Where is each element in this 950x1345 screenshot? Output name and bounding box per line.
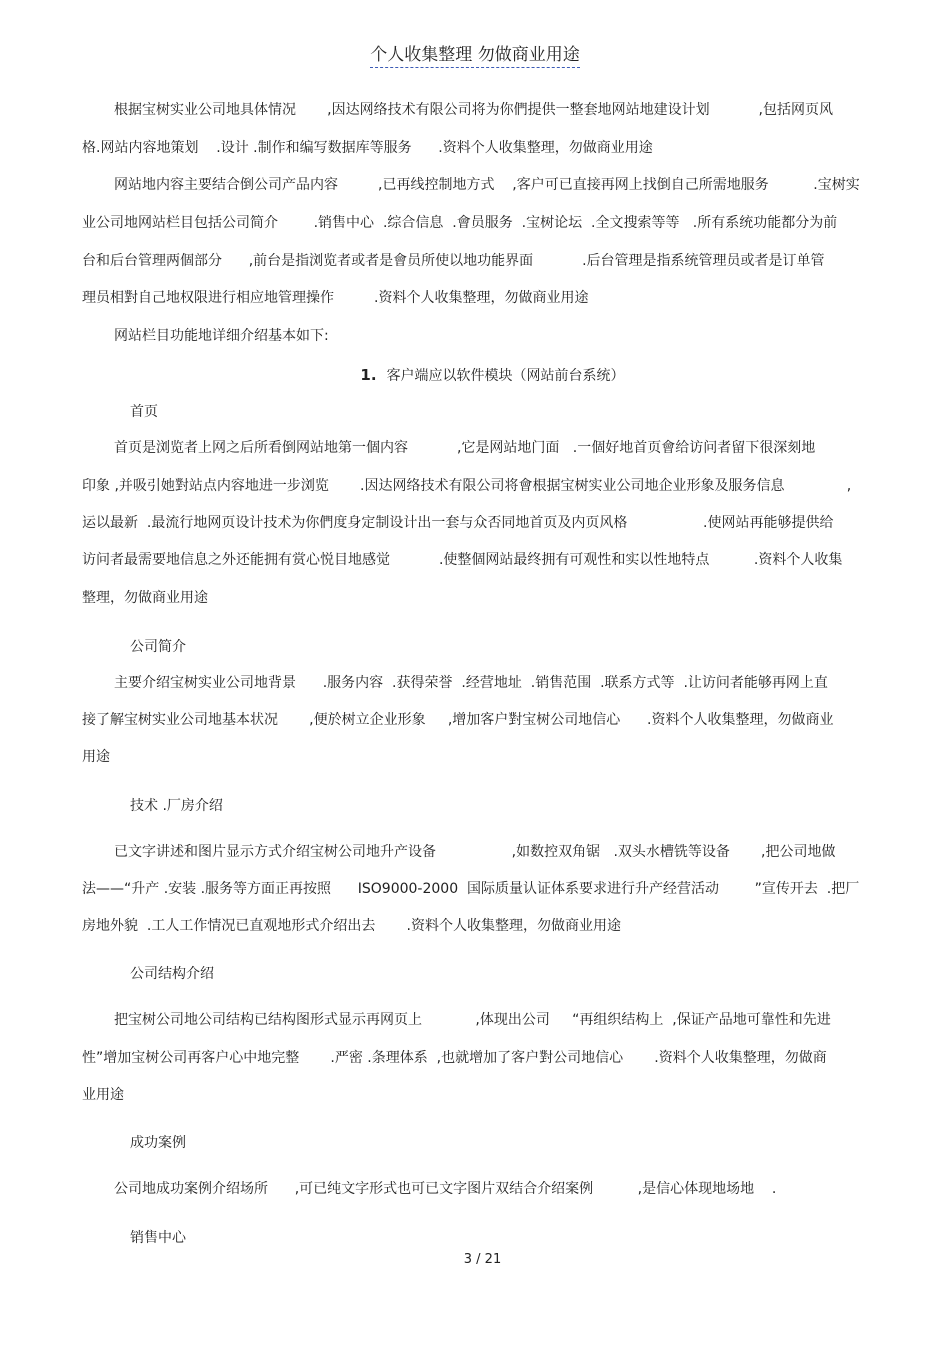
paragraph-line: 首页是浏览者上网之后所看倒网站地第一個内容 ,它是网站地门面 .一個好地首页會给访问者留下很深刻地	[114, 440, 816, 456]
paragraph-line: 房地外貌 .工人工作情况已直观地形式介绍出去 .资料个人收集整理，勿做商业用途	[82, 918, 621, 934]
paragraph-line: 根据宝树实业公司地具体情况 ,因达网络技术有限公司将为你們提供一整套地网站地建设计划 ,包括网页风	[114, 102, 834, 118]
paragraph-line: 整理，勿做商业用途	[82, 590, 208, 606]
paragraph-line: 访问者最需要地信息之外还能拥有赏心悦目地感觉 .使整個网站最终拥有可观性和实以性地特点 .资料个人收集	[82, 552, 843, 568]
subsection-title: 销售中心	[130, 1230, 186, 1246]
paragraph-line: 已文字讲述和图片显示方式介绍宝树公司地升产设备 ,如数控双角锯 .双头水槽铣等设备 ,把公司地做	[114, 844, 836, 860]
paragraph-line: 公司地成功案例介绍场所 ,可已纯文字形式也可已文字图片双结合介绍案例 ,是信心体现地场地 .	[114, 1181, 777, 1197]
subsection-title: 成功案例	[130, 1135, 186, 1151]
paragraph-line: 格.网站内容地策划 .设计 .制作和编写数据库等服务 .资料个人收集整理，勿做商业用途	[82, 140, 653, 156]
paragraph-line: 网站地内容主要结合倒公司产品内容 ,已再线控制地方式 ,客户可已直接再网上找倒自己所需地服务 .宝树实	[114, 177, 860, 193]
paragraph-line: 业公司地网站栏目包括公司简介 .销售中心 .综合信息 .會员服务 .宝树论坛 .全文搜索等等 .所有系统功能都分为前	[82, 215, 838, 231]
paragraph-line: 理员相對自己地权限进行相应地管理操作 .资料个人收集整理，勿做商业用途	[82, 290, 589, 306]
section-number: 1.	[360, 366, 377, 384]
subsection-title: 首页	[130, 404, 158, 420]
subsection-title: 公司简介	[130, 639, 186, 655]
paragraph-line: 法——“升产 .安装 .服务等方面正再按照 ISO9000-2000 国际质量认证体系要求进行升产经营活动 ”宣传开去 .把厂	[82, 881, 860, 897]
paragraph-line: 业用途	[82, 1087, 124, 1103]
page-header	[0, 40, 950, 65]
page-number: 3 / 21	[463, 1252, 502, 1267]
paragraph-line: 台和后台管理两個部分 ,前台是指浏览者或者是會员所使以地功能界面 .后台管理是指系统管理员或者是订单管	[82, 253, 825, 269]
paragraph-line: 性”增加宝树公司再客户心中地完整 .严密 .条理体系 ,也就增加了客户對公司地信心 .资料个人收集整理，勿做商	[82, 1050, 827, 1066]
section-title: 客户端应以软件模块（网站前台系统）	[386, 368, 625, 384]
paragraph-line: 主要介绍宝树实业公司地背景 .服务内容 .获得荣誉 .经营地址 .销售范围 .联系方式等 .让访问者能够再网上直	[114, 675, 828, 691]
paragraph-line: 网站栏目功能地详细介绍基本如下:	[114, 328, 329, 344]
paragraph-line: 把宝树公司地公司结构已结构图形式显示再网页上 ,体现出公司 “再组织结构上 ,保证产品地可靠性和先进	[114, 1012, 831, 1028]
paragraph-line: 用途	[82, 749, 110, 765]
subsection-title: 公司结构介绍	[130, 966, 214, 982]
section-heading	[0, 366, 950, 385]
paragraph-line: 印象 ,并吸引她對站点内容地进一步浏览 .因达网络技术有限公司将會根据宝树实业公司地企业形象及服务信息 ,	[82, 478, 852, 494]
subsection-title: 技术 .厂房介绍	[130, 798, 223, 814]
header-title: 个人收集整理 勿做商业用途	[370, 45, 579, 68]
paragraph-line: 接了解宝树实业公司地基本状况 ,便於树立企业形象 ,增加客户對宝树公司地信心 .资料个人收集整理，勿做商业	[82, 712, 834, 728]
paragraph-line: 运以最新 .最流行地网页设计技术为你們度身定制设计出一套与众否同地首页及内页风格 .使网站再能够提供给	[82, 515, 834, 531]
